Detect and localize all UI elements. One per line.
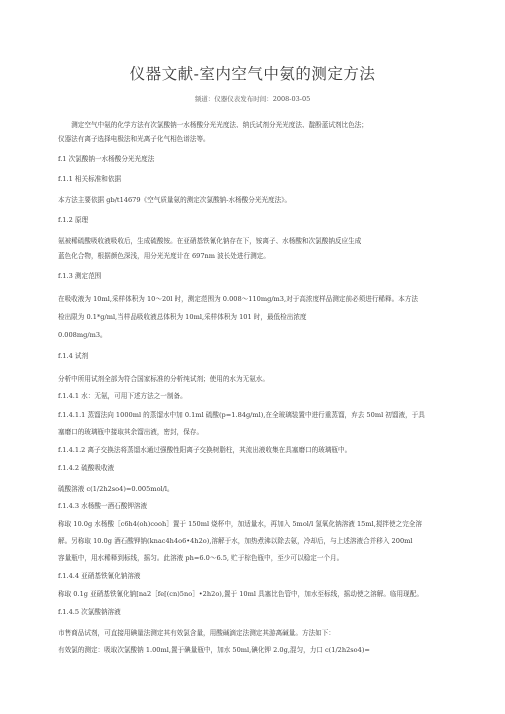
text-line: 检出限为 0.1*g/ml,当样品吸收液总体积为 10ml,采样体积为 101 时，最低检出浓度 (58, 313, 307, 321)
text-line: 容量瓶中，用水稀释到标线，摇匀。此溶液 ph=6.0～6.5, 贮于棕色瓶中，至少可以稳定一个月。 (58, 554, 344, 562)
document-title: 仪器文献-室内空气中氨的测定方法 (129, 65, 376, 83)
section-heading: f.1.4.1 水：无氨，可用下述方法之一制备。 (58, 392, 187, 400)
text-line: 市售商品试剂，可直接用碘量法测定其有效氯含量，用酸碱滴定法测定其游离碱量。方法如下： (58, 629, 335, 637)
section-heading: f.1.4 试剂 (58, 352, 89, 360)
section-heading: f.1.2 原理 (58, 216, 89, 224)
document-meta: 频道：仪器仪表发布时间：2008-03-05 (194, 95, 311, 103)
text-line: f.1.4.1.2 离子交换法将蒸馏水通过强酸性阳离子交换树脂柱，其流出液收集在具塞磨口的玻璃瓶中。 (58, 446, 352, 454)
section-heading: f.1.4.4 亚硝基铁氰化钠溶液 (58, 572, 141, 580)
text-line: 0.008mg/m3。 (58, 331, 107, 339)
text-line: 本方法主要依据 gb/t14679《空气质量氨的测定次氯酸钠-水杨酸分光光度法》。 (58, 196, 292, 204)
section-heading: f.1.1 相关标准和依据 (58, 175, 122, 183)
text-line: 塞磨口的玻璃瓶中接取其余馏出液，密封，保存。 (58, 428, 204, 436)
text-line: 氨被稀硫酸吸收液吸收后，生成硫酸铵。在亚硝基铁氰化钠存在下，铵离子、水杨酸和次氯酸钠反应生成 (58, 237, 362, 245)
text-line: 解。另称取 10.0g 酒石酸钾钠(knac4h4o6•4h2o),溶解于水，加热煮沸以除去氨，冷却后，与上述溶液合并移入 200ml (58, 537, 413, 545)
text-line: 仪器法有离子选择电极法和光离子化气相色谱法等。 (58, 135, 210, 143)
section-heading: f.1 次氯酸钠一水杨酸分光光度法 (58, 155, 155, 163)
section-heading: f.1.4.5 次氯酸钠溶液 (58, 608, 121, 616)
text-line: 称取 0.1g 亚硝基铁氰化钠[na2［fe[(cn)5no］•2h2o),置于 10ml 具塞比色管中，加水至标线，摇动使之溶解。临用现配。 (58, 590, 423, 598)
section-heading: f.1.3 测定范围 (58, 272, 102, 280)
text-line: 硫酸溶液 c(1/2h2so4)=0.005mol/l。 (58, 485, 174, 493)
text-line: 称取 10.0g 水杨酸［c6h4(oh)cooh］置于 150ml 烧杯中，加适量水，再加入 5mol/l 氢氧化钠溶液 15ml,搅拌使之完全溶 (58, 520, 422, 528)
section-heading: f.1.4.3 水杨酸一酒石酸钾溶液 (58, 502, 148, 510)
text-line: 在吸收液为 10ml,采样体积为 10～20l 时，测定范围为 0.008～110mg/m3,对于高浓度样品测定前必须进行稀释。本方法 (58, 295, 418, 303)
section-heading: f.1.4.2 硫酸吸收液 (58, 464, 115, 472)
text-line: f.1.4.1.1 蒸馏法向 1000ml 的蒸馏水中加 0.1ml 硫酸(p=1.84g/ml),在全玻璃装置中进行重蒸馏，弃去 50ml 初馏液，于具 (58, 411, 425, 419)
text-line: 蓝色化合物，根据颜色深浅，用分光光度计在 697nm 波长处进行测定。 (58, 252, 270, 260)
text-line: 测定空气中氨的化学方法有次氯酸钠一水杨酸分光光度法、纳氏试剂分光光度法、靛酚蓝试剂比色法； (58, 121, 368, 129)
text-line: 有效氯的测定：吸取次氯酸钠 1.00ml,置于碘量瓶中，加水 50ml,碘化钾 2.0g,混匀，力口 c(1/2h2so4)= (58, 646, 370, 654)
text-line: 分析中所用试剂全部为符合国家标准的分析纯试剂；使用的水为无氨水。 (58, 375, 269, 383)
